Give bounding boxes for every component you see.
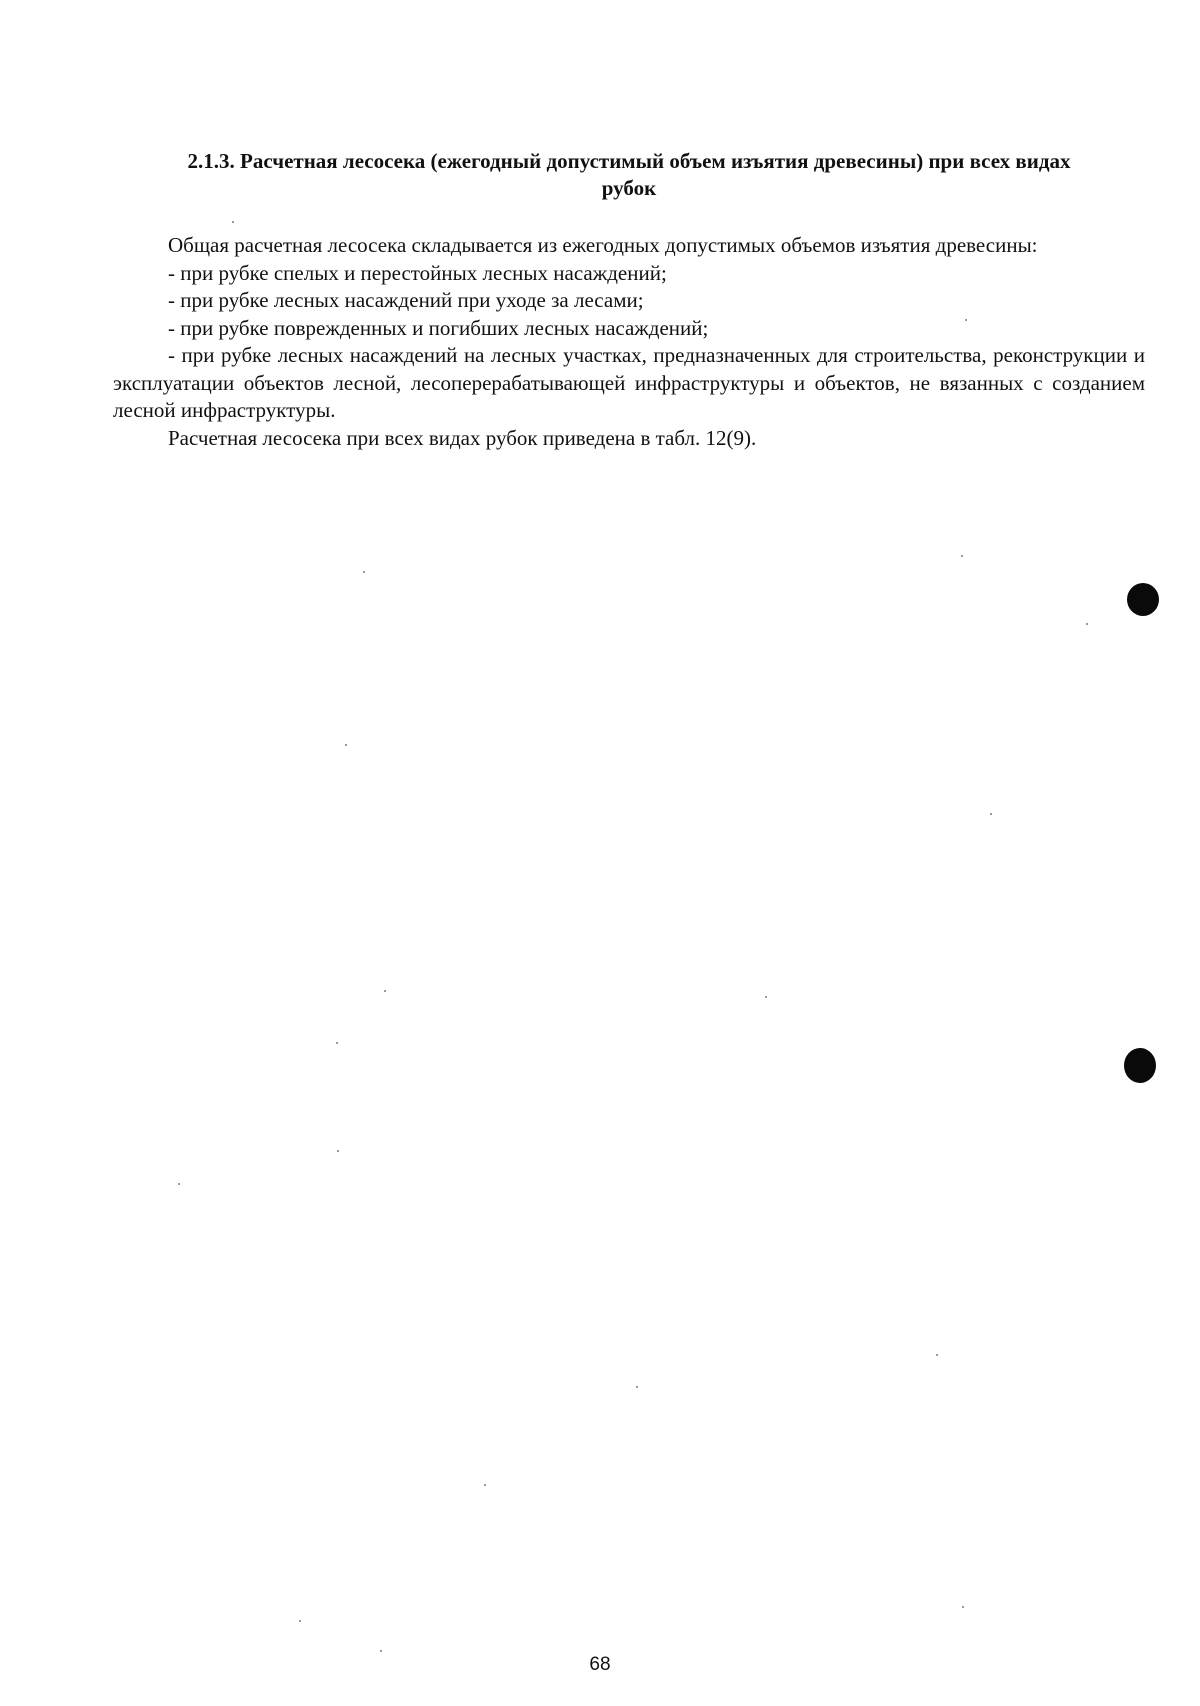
bullet-item-4: - при рубке лесных насаждений на лесных участках, предназначенных для строительства, реконструкции и эксплуатации объектов лесной, лесоперерабатывающей инфраструктуры и объектов, не вязанных с созданием лесной инфраструктуры. [113, 343, 1145, 422]
page-number: 68 [589, 1654, 611, 1675]
scan-speck [363, 571, 365, 573]
scan-speck [178, 1183, 180, 1185]
section-body [113, 232, 1145, 452]
scan-speck [1086, 623, 1088, 625]
scan-speck [961, 555, 963, 557]
scan-speck [936, 1354, 938, 1356]
scan-speck [345, 744, 347, 746]
punch-hole-bottom [1124, 1048, 1156, 1083]
bullet-item-3: - при рубке поврежденных и погибших лесных насаждений; [168, 315, 709, 340]
scan-speck [990, 813, 992, 815]
bullet-item-1: - при рубке спелых и перестойных лесных насаждений; [168, 260, 667, 285]
scan-speck [965, 319, 967, 321]
scan-speck [636, 1386, 638, 1388]
scan-speck [384, 990, 386, 992]
punch-hole-top [1127, 583, 1159, 616]
scan-speck [299, 1620, 301, 1622]
scan-speck [380, 1650, 382, 1652]
scan-speck [484, 1484, 486, 1486]
section-heading [113, 148, 1145, 202]
bullet-item-2: - при рубке лесных насаждений при уходе за лесами; [168, 288, 644, 312]
intro-paragraph: Общая расчетная лесосека складывается из ежегодных допустимых объемов изъятия древесины: [168, 233, 1038, 257]
scan-speck [765, 996, 767, 998]
scan-speck [336, 1042, 338, 1044]
section-heading-line-2: рубок [601, 176, 657, 200]
closing-paragraph: Расчетная лесосека при всех видах рубок приведена в табл. 12(9). [168, 425, 757, 450]
scan-speck [962, 1606, 964, 1608]
scan-speck [337, 1150, 339, 1152]
section-heading-line-1: 2.1.3. Расчетная лесосека (ежегодный допустимый объем изъятия древесины) при всех видах [187, 149, 1071, 173]
scan-speck [232, 221, 234, 223]
